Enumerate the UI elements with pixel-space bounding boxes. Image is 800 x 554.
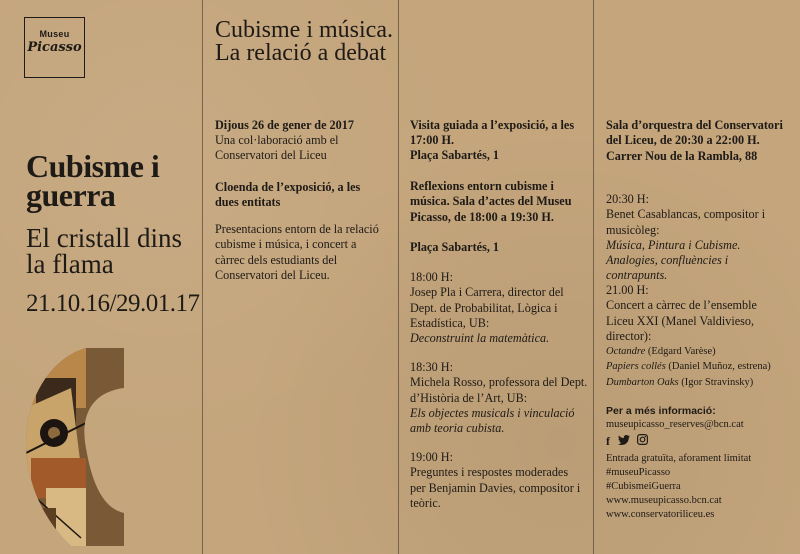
concert-ensemble: Concert a càrrec de l’ensemble Liceu XXI (Manel Valdivieso, director): xyxy=(606,298,757,343)
entry-note: Entrada gratuïta, aforament limitat xyxy=(606,453,752,464)
hashtag-exhibition[interactable]: #CubismeiGuerra xyxy=(606,481,681,492)
info-heading: Per a més informació: xyxy=(606,405,716,417)
conservatori-website-link[interactable]: www.conservatoriliceu.es xyxy=(606,509,715,520)
guided-visit: Visita guiada a l’exposició, a les 17:00 H. xyxy=(410,118,575,148)
piece-2-title: Papiers collés xyxy=(606,361,666,373)
instagram-icon[interactable] xyxy=(637,434,648,448)
facebook-icon[interactable]: f xyxy=(606,434,610,448)
reflections-place: Plaça Sabartés, 1 xyxy=(410,240,500,254)
piece-2 xyxy=(606,359,786,374)
piece-1-title: Octandre xyxy=(606,346,646,358)
talk-2 xyxy=(410,360,590,436)
concert-talk-title: Música, Pintura i Cubisme. Analogies, confluències i contrapunts. xyxy=(606,237,741,283)
cubist-painting-image xyxy=(26,348,124,546)
logo-line1: Museu xyxy=(39,29,70,39)
museu-picasso-logo xyxy=(24,17,85,78)
divider-1 xyxy=(202,0,203,554)
reflections-session: Reflexions entorn cubisme i música. Sala d’actes del Museu Picasso, de 18:00 a 19:30 H. xyxy=(410,179,572,224)
talk-2-speaker: Michela Rosso, professora del Dept. d’Història de l’Art, UB: xyxy=(410,375,588,405)
talk-1-time: 18:00 H: xyxy=(410,270,453,284)
hashtag-museum[interactable]: #museuPicasso xyxy=(606,467,671,478)
collaboration-note: Una col·laboració amb el Conservatori del Liceu xyxy=(215,133,339,163)
talk-2-title: Els objectes musicals i vinculació amb teoria cubista. xyxy=(410,405,575,436)
concert-talk-speaker: Benet Casablancas, compositor i musicòleg: xyxy=(606,207,766,237)
concert-time: 21.00 H: xyxy=(606,283,649,297)
talk-3-text: Preguntes i respostes moderades per Benjamin Davies, compositor i teòric. xyxy=(410,465,581,510)
concert-talk xyxy=(606,192,786,284)
event-description: Presentacions entorn de la relació cubisme i música, i concert a càrrec dels estudiants del Conservatori del Liceu. xyxy=(215,222,379,282)
closing-note: Cloenda de l’exposició, a les dues entitats xyxy=(215,180,361,210)
talk-2-time: 18:30 H: xyxy=(410,360,453,374)
talk-3 xyxy=(410,450,585,511)
piece-1-author: (Edgard Varèse) xyxy=(647,346,716,358)
talk-1-title: Deconstruint la matemàtica. xyxy=(410,331,550,346)
exhibition-subtitle: El cristall dins la flama xyxy=(26,223,182,279)
talk-1 xyxy=(410,270,590,346)
event-date: Dijous 26 de gener de 2017 xyxy=(215,118,354,132)
piece-1 xyxy=(606,344,786,359)
exhibition-dates: 21.10.16/29.01.17 xyxy=(26,290,200,317)
museum-website-link[interactable]: www.museupicasso.bcn.cat xyxy=(606,495,722,506)
piece-3 xyxy=(606,375,786,390)
talk-3-time: 19:00 H: xyxy=(410,450,453,464)
info-block xyxy=(606,404,791,522)
twitter-icon[interactable] xyxy=(618,434,630,448)
event-title: Cubisme i música. La relació a debat xyxy=(215,17,393,66)
piece-2-author: (Daniel Muñoz, estrena) xyxy=(668,361,771,373)
divider-2 xyxy=(398,0,399,554)
piece-3-title: Dumbarton Oaks xyxy=(606,376,679,388)
divider-3 xyxy=(593,0,594,554)
social-links xyxy=(606,434,791,450)
piece-3-author: (Igor Stravinsky) xyxy=(681,376,754,388)
concert-venue: Sala d’orquestra del Conservatori del Liceu, de 20:30 a 22:00 H. Carrer Nou de la Rambla, 88 xyxy=(606,118,783,163)
concert-talk-time: 20:30 H: xyxy=(606,192,649,206)
exhibition-title: Cubisme i guerra xyxy=(26,148,160,213)
contact-email[interactable]: museupicasso_reserves@bcn.cat xyxy=(606,419,744,430)
concert-program xyxy=(606,283,786,390)
logo-line2: Picasso xyxy=(27,40,82,55)
guided-visit-place: Plaça Sabartés, 1 xyxy=(410,148,500,162)
talk-1-speaker: Josep Pla i Carrera, director del Dept. de Probabilitat, Lògica i Estadística, UB: xyxy=(410,285,564,330)
